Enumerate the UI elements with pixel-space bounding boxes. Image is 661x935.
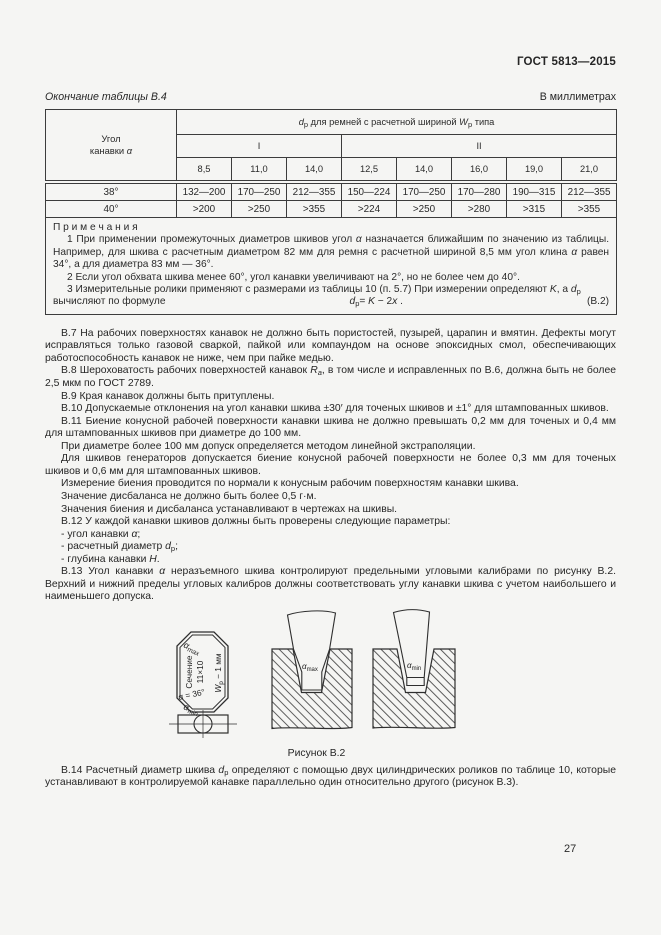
gauge-section-view	[169, 632, 237, 738]
width-cell: 21,0	[562, 158, 617, 183]
table-caption: Окончание таблицы В.4	[45, 91, 167, 103]
table-row	[46, 201, 617, 218]
table-row	[46, 182, 617, 201]
value-cell: 190—315	[507, 182, 562, 201]
width-cell: 19,0	[507, 158, 562, 183]
value-cell: >224	[342, 201, 397, 218]
section-label-line1: Сечение	[184, 655, 194, 689]
corner-header-cell: Угол канавки α	[46, 110, 177, 183]
alpha-min-label: $\alpha_{min}$	[182, 701, 199, 718]
width-cell: 14,0	[397, 158, 452, 183]
paragraph-b11-cont-2: Для шкивов генераторов допускается биение конусной рабочей поверхности не более 0,3 мм для точеных шкивов и 0,6 мм для штампованных шкивов.	[45, 453, 616, 477]
list-item-groove-depth: - глубина канавки Н.	[61, 553, 160, 565]
notes-title: П р и м е ч а н и я	[53, 222, 138, 233]
body-paragraphs	[45, 328, 616, 604]
paragraph-b11: В.11 Биение конусной рабочей поверхности канавки шкива не должно превышать 0,2 мм для точеных и 0,4 мм для штампованных шкивов при диаметре до 100 мм.	[45, 415, 616, 440]
list-item-groove-angle: - угол канавки α;	[61, 528, 141, 540]
table-row	[46, 218, 617, 315]
groove-angle-table	[45, 109, 617, 315]
value-cell: >250	[232, 201, 287, 218]
paragraph-b12: В.12 У каждой канавки шкивов должны быть проверены следующие параметры:	[61, 516, 451, 528]
alpha-max-groove-label: $\alpha_{max}$	[302, 661, 318, 673]
formula-row	[53, 296, 609, 308]
value-cell: 150—224	[342, 182, 397, 201]
width-cell: 12,5	[342, 158, 397, 183]
value-cell: >280	[452, 201, 507, 218]
formula-number: (В.2)	[586, 296, 610, 308]
value-cell: >250	[397, 201, 452, 218]
list-item-pitch-diameter: - расчетный диаметр $d_р$;	[61, 541, 178, 554]
doc-number: ГОСТ 5813—2015	[516, 56, 616, 68]
alpha-min-groove-label: $\alpha_{min}$	[407, 660, 422, 672]
angle-36-label: α = 36°	[177, 686, 206, 702]
value-cell: 212—355	[287, 182, 342, 201]
page-number: 27	[564, 843, 577, 855]
value-cell: >315	[507, 201, 562, 218]
paragraph-b11-cont-3: Измерение биения проводится по нормали к конусным рабочим поверхностям канавки шкива.	[61, 478, 519, 490]
note-3: 3 Измерительные ролики применяют с размерами из таблицы 10 (п. 5.7) При измерении определяют K, а $d_р$	[67, 284, 581, 297]
table-row	[46, 110, 617, 135]
group-header-cell: I	[177, 135, 342, 158]
paragraph-b7: В.7 На рабочих поверхностях канавок не должно быть пористостей, пузырей, царапин и вмятин. Дефекты могут исправляться только газовой сваркой, пайкой или компаундом на основе эпоксидных смол, обеспечивающих работоспособность канавок не ниже, чем при пайке медью.	[45, 327, 616, 364]
group-header-cell: II	[342, 135, 617, 158]
paragraph-b14-block	[45, 765, 616, 790]
value-cell: 170—250	[397, 182, 452, 201]
table-meta-row	[45, 91, 616, 103]
paragraph-b14: В.14 Расчетный диаметр шкива $d_р$ определяют с помощью двух цилиндрических роликов по таблице 10, которые устанавливают в контролируемой канавке параллельно один относительно другого (рисунок В.3).	[45, 764, 616, 789]
section-label-line2: 11×10	[195, 660, 205, 684]
width-cell: 14,0	[287, 158, 342, 183]
paragraph-b11-cont-5: Значения биения и дисбаланса устанавливают в чертежах на шкивы.	[61, 503, 398, 515]
groove-gauge-min-figure	[373, 609, 455, 728]
value-cell: >355	[287, 201, 342, 218]
paragraph-b10: В.10 Допускаемые отклонения на угол канавки шкива ±30′ для точеных шкивов и ±1° для штампованных шкивов.	[61, 403, 609, 415]
paragraph-b9: В.9 Края канавок должны быть притуплены.	[61, 390, 275, 402]
alpha-max-label: $\alpha_{max}$	[182, 639, 201, 658]
formula: $d_р= K - 2x$ .	[349, 296, 403, 309]
width-label: $W_р - 1$ мм	[213, 653, 225, 693]
paragraph-b13: В.13 Угол канавки α неразъемного шкива контролируют предельными угловыми калибрами по рисунку В.2. Верхний и нижний пределы угловых калибров должны соответствовать углу канавки шкива с учетом наибольшего и наименьшего допуска.	[45, 566, 616, 603]
figure-caption: Рисунок В.2	[287, 747, 346, 759]
paragraph-b11-cont-1: При диаметре более 100 мм допуск определяется методом линейной экстраполяции.	[61, 440, 476, 452]
table-notes-cell	[46, 218, 617, 315]
paragraph-b8: В.8 Шероховатость рабочих поверхностей канавок $R_a$, в том числе и исправленных по В.6, должна быть не более 2,5 мкм по ГОСТ 2789.	[45, 365, 617, 390]
value-cell: 132—200	[177, 182, 232, 201]
value-cell: >355	[562, 201, 617, 218]
width-cell: 11,0	[232, 158, 287, 183]
angle-cell: 40°	[46, 201, 177, 218]
figure-b2	[45, 606, 616, 746]
groove-gauge-max-figure	[272, 611, 352, 729]
angle-cell: 38°	[46, 182, 177, 201]
value-cell: 212—355	[562, 182, 617, 201]
span-header-cell: $d_р$ для ремней с расчетной шириной $W_р$ типа	[177, 110, 617, 135]
figure-b2-drawing	[45, 606, 616, 746]
value-cell: >200	[177, 201, 232, 218]
units-label: В миллиметрах	[539, 91, 616, 103]
width-cell: 16,0	[452, 158, 507, 183]
value-cell: 170—250	[232, 182, 287, 201]
value-cell: 170—280	[452, 182, 507, 201]
width-cell: 8,5	[177, 158, 232, 183]
note-2: 2 Если угол обхвата шкива менее 60°, угол канавки увеличивают на 2°, но не более чем до 40°.	[67, 271, 520, 283]
note-1: 1 При применении промежуточных диаметров шкивов угол α назначается ближайшим по значению из таблицы. Например, для шкива с расчетным диаметром 82 мм для ремня с расчетной шириной 8,5 мм угол клина α равен 34°, а для диаметра 83 мм — 36°.	[53, 234, 610, 271]
formula-lead: вычисляют по формуле	[53, 296, 166, 308]
paragraph-b11-cont-4: Значение дисбаланса не должно быть более 0,5 г·м.	[61, 490, 317, 502]
